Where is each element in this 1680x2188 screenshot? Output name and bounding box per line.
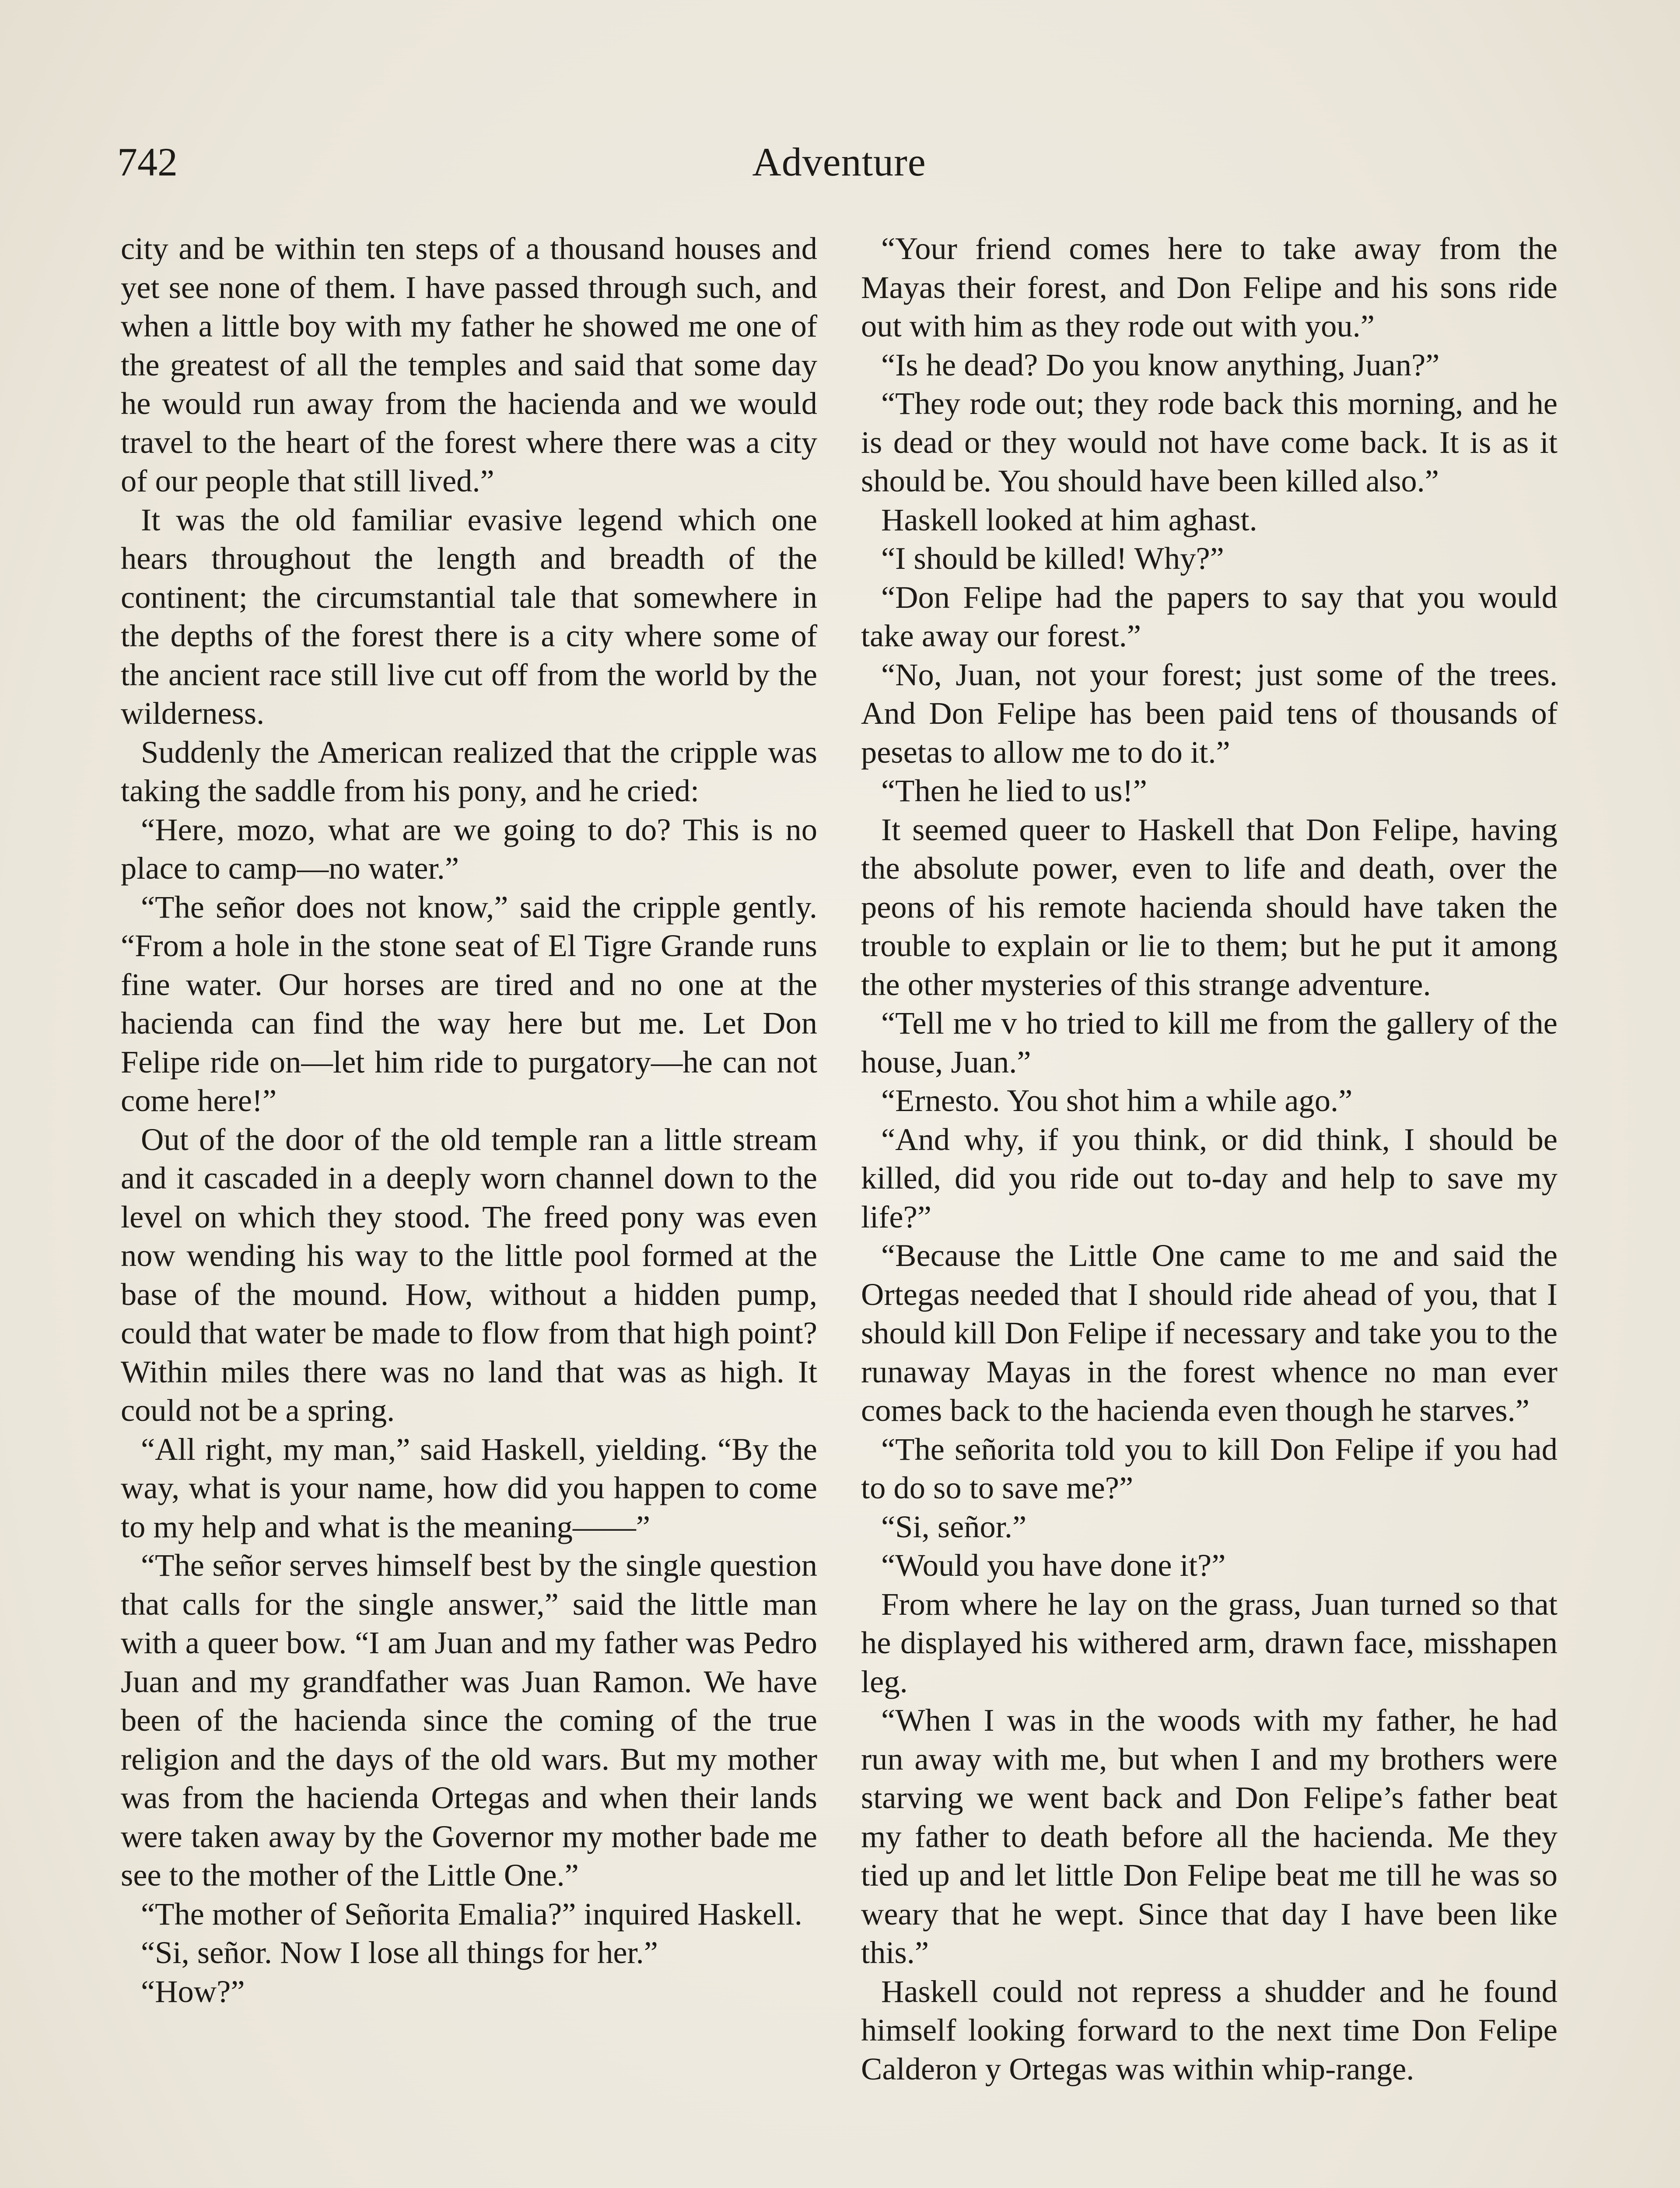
paragraph: “Si, señor.” — [881, 1508, 1027, 1544]
paragraph: “When I was in the woods with my father, he had run away with me, but when I and my brothers were starving we went back and Don Felipe’s father beat my father to death before all the hacienda. Me they tied up and let little Don Felipe beat me till he was so weary that he wept. Since that day I have been like this.” — [861, 1702, 1558, 1970]
paragraph: “Is he dead? Do you know anything, Juan?” — [881, 347, 1440, 382]
paragraph: “Here, mozo, what are we going to do? This is no place to camp—no water.” — [121, 811, 817, 886]
paragraph: “They rode out; they rode back this morning, and he is dead or they would not have come back. It is as it should be. You should have been killed also.” — [861, 386, 1558, 498]
paragraph: Haskell looked at him aghast. — [881, 501, 1257, 537]
paragraph: “Tell me v ho tried to kill me from the gallery of the house, Juan.” — [861, 1005, 1558, 1080]
paragraph: “No, Juan, not your forest; just some of the trees. And Don Felipe has been paid tens of thousands of pesetas to allow me to do it.” — [861, 656, 1558, 770]
paragraph: “Then he lied to us!” — [881, 773, 1147, 808]
paragraph: “Your friend comes here to take away from the Mayas their forest, and Don Felipe and his sons ride out with him as they rode out with you.” — [861, 231, 1558, 344]
paragraph: “Don Felipe had the papers to say that you would take away our forest.” — [861, 579, 1558, 653]
paragraph: Out of the door of the old temple ran a little stream and it cascaded in a deeply worn channel down to the level on which they stood. The freed pony was even now wending his way to the little pool formed at the base of the mound. How, without a hidden pump, could that water be made to flow from that high point? Within miles there was no land that was as high. It could not be a spring. — [121, 1121, 817, 1428]
paragraph: “Ernesto. You shot him a while ago.” — [881, 1083, 1353, 1118]
paragraph: “Would you have done it?” — [881, 1547, 1226, 1583]
page-header — [117, 136, 1561, 188]
right-text-column — [861, 229, 1558, 2088]
paragraph: It seemed queer to Haskell that Don Felipe, having the absolute power, even to life and death, over the peons of his remote hacienda should have taken the trouble to explain or lie to them; but he put it among the other mysteries of this strange adventure. — [861, 811, 1558, 1002]
paragraph: Suddenly the American realized that the cripple was taking the saddle from his pony, and he cried: — [121, 734, 817, 808]
paragraph: “How?” — [141, 1973, 245, 2009]
paragraph: “The señor does not know,” said the cripple gently. “From a hole in the stone seat of El Tigre Grande runs fine water. Our horses are tired and no one at the hacienda can find the way here but me. Let Don Felipe ride on—let him ride to purgatory—he can not come here!” — [121, 889, 817, 1118]
paragraph: “The señorita told you to kill Don Felipe if you had to do so to save me?” — [861, 1431, 1558, 1505]
paragraph: “And why, if you think, or did think, I should be killed, did you ride out to-day and help to save my life?” — [861, 1121, 1558, 1234]
page-number: 742 — [117, 140, 178, 184]
paragraph: Haskell could not repress a shudder and he found himself looking forward to the next time Don Felipe Calderon y Ortegas was within whip-range. — [861, 1973, 1558, 2086]
paragraph: “All right, my man,” said Haskell, yielding. “By the way, what is your name, how did you happen to come to my help and what is the meaning——” — [121, 1431, 817, 1544]
paragraph: “Si, señor. Now I lose all things for her.” — [141, 1935, 658, 1970]
paragraph: “Because the Little One came to me and said the Ortegas needed that I should ride ahead of you, that I should kill Don Felipe if necessary and take you to the runaway Mayas in the forest whence no man ever comes back to the hacienda even though he starves.” — [861, 1238, 1558, 1428]
running-title: Adventure — [752, 140, 926, 184]
left-text-column — [121, 229, 817, 2011]
paragraph: From where he lay on the grass, Juan turned so that he displayed his withered arm, drawn face, misshapen leg. — [861, 1586, 1558, 1699]
paragraph: It was the old familiar evasive legend which one hears throughout the length and breadth of the continent; the circumstantial tale that somewhere in the depths of the forest there is a city where some of the ancient race still live cut off from the world by the wilderness. — [121, 501, 817, 731]
paragraph: “I should be killed! Why?” — [881, 540, 1224, 576]
paragraph: “The mother of Señorita Emalia?” inquired Haskell. — [141, 1896, 802, 1932]
paragraph: “The señor serves himself best by the single question that calls for the single answer,” said the little man with a queer bow. “I am Juan and my father was Pedro Juan and my grandfather was Juan Ramon. We have been of the hacienda since the coming of the true religion and the days of the old wars. But my mother was from the hacienda Ortegas and when their lands were taken away by the Governor my mother bade me see to the mother of the Little One.” — [121, 1547, 817, 1893]
paragraph: city and be within ten steps of a thousand houses and yet see none of them. I have passed through such, and when a little boy with my father he showed me one of the greatest of all the temples and said that some day he would run away from the hacienda and we would travel to the heart of the forest where there was a city of our people that still lived.” — [121, 231, 817, 498]
